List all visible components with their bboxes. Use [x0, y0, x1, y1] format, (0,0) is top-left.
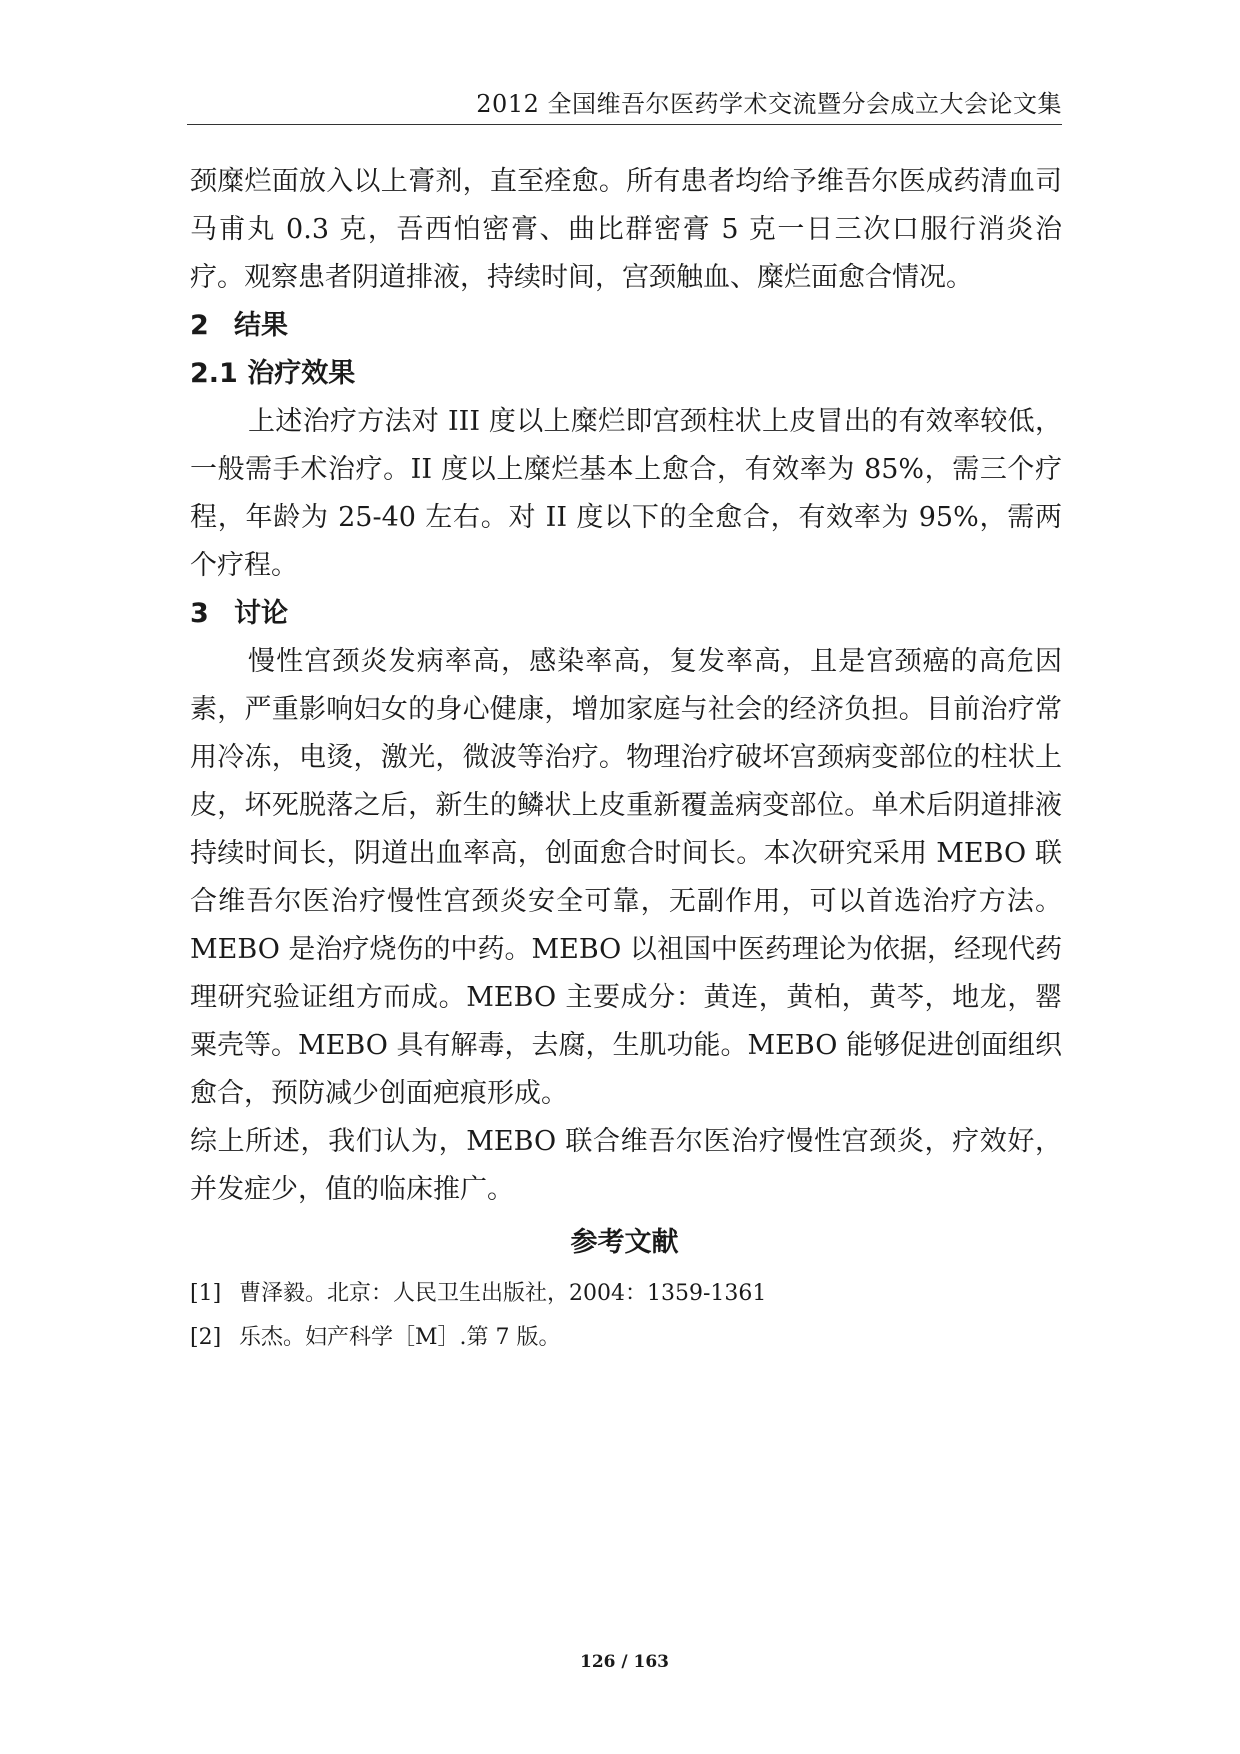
reference-item — [190, 1272, 1062, 1316]
references-title: 参考文献 — [570, 1227, 679, 1258]
section-heading-results — [190, 302, 1062, 350]
page-number: 126 / 163 — [579, 1652, 670, 1672]
subsection-title: 治疗效果 — [247, 358, 356, 389]
section-number: 2 — [190, 310, 209, 341]
reference-list — [190, 1272, 1062, 1360]
reference-text: 曹泽毅。北京：人民卫生出版社，2004：1359-1361 — [239, 1281, 767, 1306]
section-heading-discussion — [190, 590, 1062, 638]
section-number: 3 — [190, 598, 209, 629]
running-header — [187, 90, 1062, 125]
effect-paragraph: 上述治疗方法对 III 度以上糜烂即宫颈柱状上皮冒出的有效率较低，一般需手术治疗。II 度以上糜烂基本上愈合，有效率为 85%，需三个疗程，年龄为 25-40 左右。对 II 度以下的全愈合，有效率为 95%，需两个疗程。 — [190, 406, 1062, 581]
subsection-heading-effect — [190, 350, 1062, 398]
reference-number: [1] — [190, 1281, 222, 1306]
subsection-number: 2.1 — [190, 358, 238, 389]
methods-paragraph-end: 颈糜烂面放入以上膏剂，直至痊愈。所有患者均给予维吾尔医成药清血司马甫丸 0.3 克，吾西怕密膏、曲比群密膏 5 克一日三次口服行消炎治疗。观察患者阴道排液，持续时间，宫颈触血、糜烂面愈合情况。 — [190, 166, 1062, 293]
running-header-title: 2012 全国维吾尔医药学术交流暨分会成立大会论文集 — [476, 90, 1062, 118]
reference-item — [190, 1316, 1062, 1360]
section-title: 结果 — [234, 310, 288, 341]
article-body — [190, 158, 1062, 1214]
reference-text: 乐杰。妇产科学［M］.第 7 版。 — [239, 1325, 561, 1350]
conclusion-paragraph: 综上所述，我们认为，MEBO 联合维吾尔医治疗慢性宫颈炎，疗效好，并发症少，值的临床推广。 — [190, 1126, 1062, 1205]
reference-number: [2] — [190, 1325, 222, 1350]
discussion-paragraph: 慢性宫颈炎发病率高，感染率高，复发率高，且是宫颈癌的高危因素，严重影响妇女的身心健康，增加家庭与社会的经济负担。目前治疗常用冷冻，电烫，激光，微波等治疗。物理治疗破坏宫颈病变部位的柱状上皮，坏死脱落之后，新生的鳞状上皮重新覆盖病变部位。单术后阴道排液持续时间长，阴道出血率高，创面愈合时间长。本次研究采用 MEBO 联合维吾尔医治疗慢性宫颈炎安全可靠，无副作用，可以首选治疗方法。MEBO 是治疗烧伤的中药。MEBO 以祖国中医药理论为依据，经现代药理研究验证组方而成。MEBO 主要成分：黄连，黄柏，黄芩，地龙，罂粟壳等。MEBO 具有解毒，去腐，生肌功能。MEBO 能够促进创面组织愈合，预防减少创面疤痕形成。 — [190, 646, 1062, 1109]
section-title: 讨论 — [234, 598, 288, 629]
